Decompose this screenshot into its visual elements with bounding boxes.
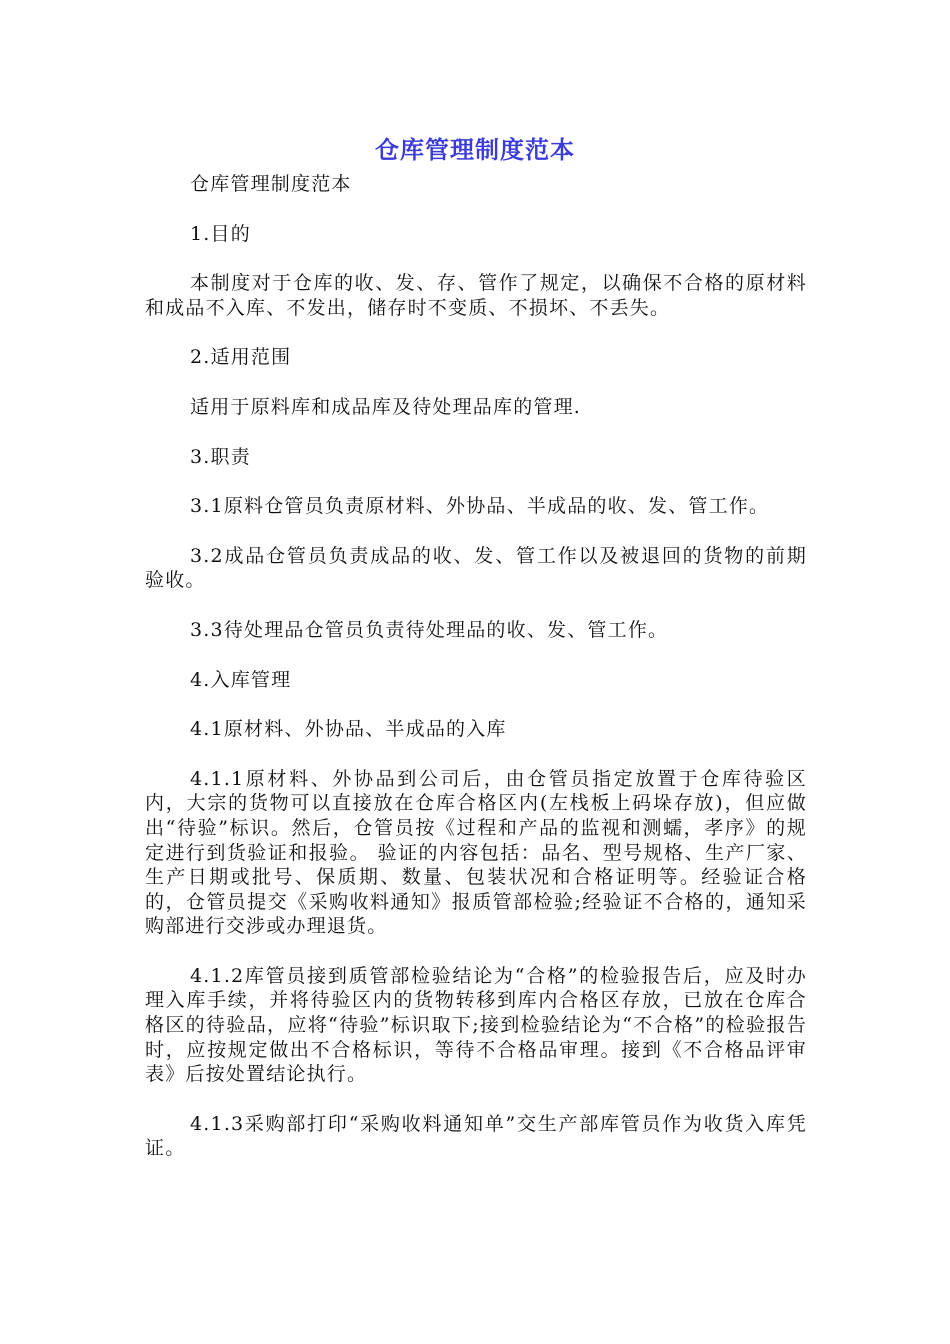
paragraph: 4.1.2库管员接到质管部检验结论为“合格”的检验报告后，应及时办理入库手续，并将待验区内的货物转移到库内合格区存放，已放在仓库合格区的待验品，应将“待验”标识取下;接到检验结论为“不合格”的检验报告时，应按规定做出不合格标识，等待不合格品审理。接到《不合格品评审表》后按处置结论执行。 <box>145 964 807 1086</box>
section-heading: 2.适用范围 <box>190 346 292 369</box>
subsection-heading: 4.1原材料、外协品、半成品的入库 <box>190 718 507 741</box>
paragraph: 3.1原料仓管员负责原材料、外协品、半成品的收、发、管工作。 <box>190 495 770 518</box>
paragraph: 仓库管理制度范本 <box>190 173 352 195</box>
document-body <box>145 172 807 1186</box>
paragraph: 3.2成品仓管员负责成品的收、发、管工作以及被退回的货物的前期验收。 <box>145 544 807 592</box>
paragraph: 4.1.3采购部打印“采购收料通知单”交生产部库管员作为收货入库凭证。 <box>145 1112 807 1160</box>
page-title: 仓库管理制度范本 <box>375 136 575 164</box>
section-heading: 1.目的 <box>190 222 251 245</box>
section-heading: 4.入库管理 <box>190 668 292 691</box>
paragraph: 4.1.1原材料、外协品到公司后，由仓管员指定放置于仓库待验区内，大宗的货物可以直接放在仓库合格区内(左栈板上码垛存放)，但应做出“待验”标识。然后，仓管员按《过程和产品的监视和测蠕，孝序》的规定进行到货验证和报验。 验证的内容包括：品名、型号规格、生产厂家、生产日期或批号、保质期、数量、包装状况和合格证明等。经验证合格的，仓管员提交《采购收料通知》报质管部检验;经验证不合格的，通知采购部进行交涉或办理退货。 <box>145 767 807 938</box>
paragraph: 本制度对于仓库的收、发、存、管作了规定，以确保不合格的原材料和成品不入库、不发出，储存时不变质、不损坏、不丢失。 <box>145 272 807 319</box>
paragraph: 适用于原料库和成品库及待处理品库的管理. <box>190 395 582 418</box>
paragraph: 3.3待处理品仓管员负责待处理品的收、发、管工作。 <box>190 618 669 641</box>
section-heading: 3.职责 <box>190 445 251 468</box>
